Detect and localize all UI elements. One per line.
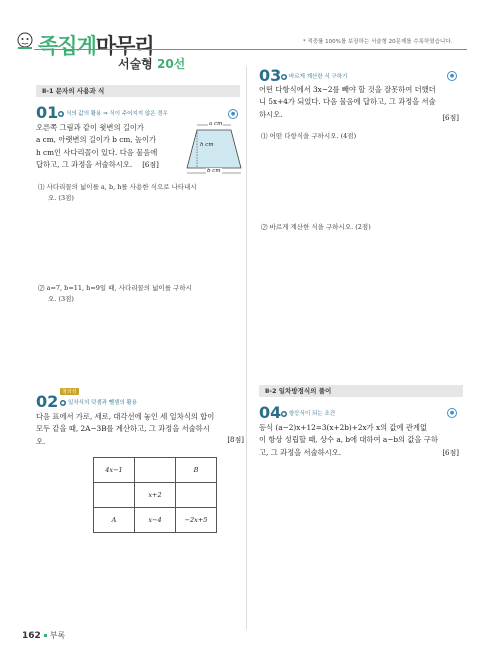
problem-tag-01-text: 식의 값의 활용 ⇒ 식이 주어지지 않은 경우 — [66, 111, 168, 117]
fig-label-bottom: b cm — [207, 168, 221, 174]
circle-note-icon: ● — [447, 408, 457, 418]
fig-label-top: a cm — [209, 121, 223, 127]
problem-tag-01 — [58, 109, 168, 117]
section-bar-2: Ⅱ-2 일차방정식의 풀이 — [259, 385, 463, 397]
table-cell: x−4 — [135, 508, 176, 533]
table-row — [94, 483, 217, 508]
subtitle-dark: 서술형 — [118, 57, 157, 71]
problem-number-04: 04 — [259, 403, 282, 422]
creativity-badge: 창의성 — [62, 389, 77, 395]
table-cell — [135, 458, 176, 483]
page-subtitle — [118, 55, 185, 72]
footer-label: 부록 — [49, 631, 66, 640]
problem-01-text — [36, 122, 186, 172]
problem-tag-02 — [60, 398, 137, 406]
problem-tag-03 — [281, 72, 347, 80]
p01-score: [6점] — [142, 161, 159, 170]
problem-03-q1: ⑴ 어떤 다항식을 구하시오. (4점) — [261, 132, 357, 140]
p01-line4: 답하고, 그 과정을 서술하시오. [6점] — [36, 160, 159, 170]
table-cell — [176, 483, 217, 508]
problem-tag-04 — [281, 409, 335, 417]
p04-line1: 등식 (a−2)x+12=3(x+2b)+2x가 x의 값에 관계없 — [259, 423, 428, 432]
p02-line2: 모두 같을 때, 2A−3B를 계산하고, 그 과정을 서술하시 — [36, 424, 210, 434]
table-cell: B — [176, 458, 217, 483]
header-note: * 적중률 100%를 보장하는 서술형 20문제를 수록하였습니다. — [303, 39, 453, 45]
p01-line1: 오른쪽 그림과 같이 윗변의 길이가 — [36, 123, 144, 132]
tag-dot-icon: ● — [282, 73, 286, 79]
table-cell: A — [94, 508, 135, 533]
mascot-icon — [14, 30, 36, 52]
problem-number-01: 01 — [36, 103, 59, 122]
tag-dot-icon: ● — [282, 410, 286, 416]
footer-square-icon — [44, 634, 47, 637]
p01-q2-line-a: ⑵ a=7, b=11, h=9일 때, 사다리꼴의 넓이를 구하시 — [38, 284, 192, 292]
p03-line3: 하시오. [6점] — [259, 109, 459, 121]
problem-tag-02-text: 일차식의 덧셈과 뺄셈의 활용 — [68, 400, 138, 406]
problem-01-q1 — [38, 182, 244, 204]
problem-number-03: 03 — [259, 66, 282, 85]
p01-q1-line-a: ⑴ 사다리꼴의 넓이를 a, b, h를 사용한 식으로 나타내시 — [38, 183, 197, 191]
column-divider — [246, 66, 247, 630]
table-cell — [94, 483, 135, 508]
title-green: 족집게 — [38, 34, 96, 58]
problem-03-text — [259, 84, 459, 121]
problem-tag-04-text: 항등식이 되는 조건 — [289, 411, 336, 417]
subtitle-green: 20선 — [156, 57, 186, 71]
p01-q2-line-b: 오. (3점) — [48, 295, 74, 303]
circle-note-icon: ● — [228, 109, 238, 119]
table-row — [94, 508, 217, 533]
header-rule — [34, 49, 467, 50]
problem-03-q2: ⑵ 바르게 계산한 식을 구하시오. (2점) — [261, 223, 371, 231]
p01-line3: h cm인 사다리꼴이 있다. 다음 물음에 — [36, 147, 158, 157]
p03-line1: 어떤 다항식에서 3x−2를 빼야 할 것을 잘못하여 더했더 — [259, 85, 436, 94]
p03-score: [6점] — [442, 113, 459, 122]
tag-dot-icon: ● — [59, 110, 63, 116]
p02-line3: 오. [8점] — [36, 435, 244, 446]
section-bar-1: Ⅱ-1 문자의 사용과 식 — [36, 85, 240, 97]
page-footer — [22, 630, 65, 641]
table-row — [94, 458, 217, 483]
page-number: 162 — [22, 631, 41, 641]
p01-line2: a cm, 아랫변의 길이가 b cm, 높이가 — [36, 135, 157, 145]
problem-04-text — [259, 422, 459, 459]
p03-line2: 니 5x+4가 되었다. 다음 물음에 답하고, 그 과정을 서술 — [259, 97, 436, 107]
p01-q1-line-b: 오. (3점) — [48, 194, 74, 202]
magic-square-table — [93, 457, 217, 533]
problem-tag-03-text: 바르게 계산한 식 구하기 — [289, 74, 348, 80]
p04-line2: 이 항상 성립할 때, 상수 a, b에 대하여 a−b의 값을 구하 — [259, 435, 438, 445]
circle-note-icon: ● — [447, 71, 457, 81]
fig-label-height: h cm — [200, 142, 214, 148]
p04-score: [6점] — [442, 448, 459, 457]
p04-line3: 고, 그 과정을 서술하시오. [6점] — [259, 447, 459, 459]
problem-01-q2 — [38, 283, 244, 305]
p02-line1: 다음 표에서 가로, 세로, 대각선에 놓인 세 일차식의 합이 — [36, 412, 215, 421]
table-cell: −2x+5 — [176, 508, 217, 533]
tag-dot-icon: ● — [61, 399, 65, 405]
table-cell: x+2 — [135, 483, 176, 508]
problem-number-02: 02 — [36, 392, 59, 411]
problem-02-text — [36, 411, 244, 448]
title-dark: 마무리 — [95, 34, 154, 58]
table-cell: 4x−1 — [94, 458, 135, 483]
p02-score: [8점] — [227, 435, 244, 444]
